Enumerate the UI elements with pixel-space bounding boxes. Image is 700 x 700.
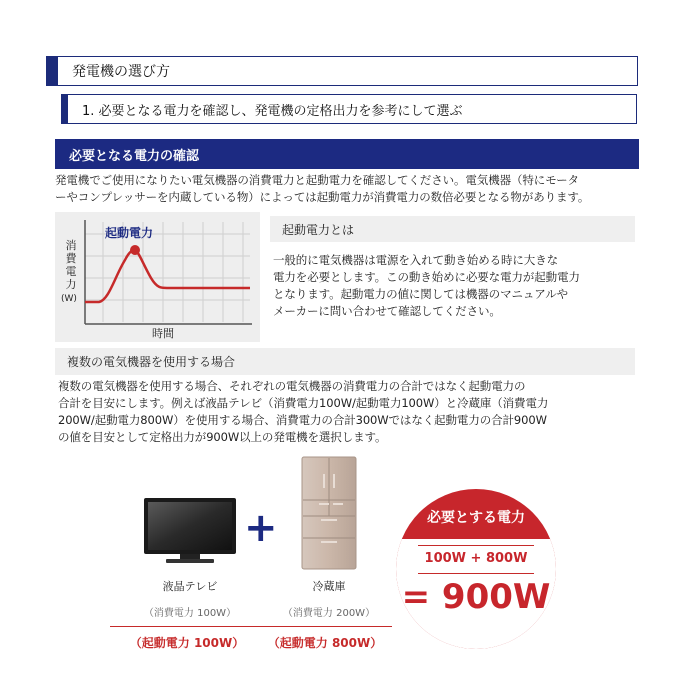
section-title: 発電機の選び方 xyxy=(72,64,170,80)
y-axis-char: 消 xyxy=(65,239,77,252)
multiple-line: 複数の電気機器を使用する場合、それぞれの電気機器の消費電力の合計ではなく起動電力の xyxy=(58,379,526,393)
y-axis-unit: (W) xyxy=(61,294,77,304)
power-curve xyxy=(85,250,250,302)
starting-power-paragraph xyxy=(273,252,643,320)
step-header xyxy=(61,94,637,124)
peak-label: 起動電力 xyxy=(105,226,154,240)
starting-power-line: 一般的に電気機器は電源を入れて動き始める時に大きな xyxy=(273,253,558,267)
total-power: = 900W xyxy=(401,577,551,617)
x-axis-label: 時間 xyxy=(152,327,174,340)
starting-power-line: 電力を必要とします。この動き始めに必要な電力が起動電力 xyxy=(273,270,580,284)
y-axis-label xyxy=(64,239,78,291)
intro-line: ーやコンプレッサーを内蔵している物）によっては起動電力が消費電力の数倍必要となる物があります。 xyxy=(55,190,590,204)
multiple-line: 合計を目安にします。例えば液晶テレビ（消費電力100W/起動電力100W）と冷蔵庫（消費電力 xyxy=(58,396,549,410)
tv-consumption: （消費電力 100W） xyxy=(143,608,237,619)
separator-line xyxy=(110,626,392,627)
required-power-title: 必要とする電力 xyxy=(427,510,525,526)
y-axis-char: 力 xyxy=(65,278,77,291)
step-title: 1. 必要となる電力を確認し、発電機の定格出力を参考にして選ぶ xyxy=(82,103,463,119)
multiple-devices-heading: 複数の電気機器を使用する場合 xyxy=(67,355,236,369)
starting-power-graph xyxy=(55,212,260,342)
starting-power-header xyxy=(270,216,635,242)
y-axis-char: 電 xyxy=(65,265,77,278)
graph-svg xyxy=(55,212,260,342)
starting-power-line: メーカーに問い合わせて確認してください。 xyxy=(273,304,501,318)
multiple-line: の値を目安として定格出力が900W以上の発電機を選択します。 xyxy=(58,430,387,444)
fridge-illustration xyxy=(301,456,357,570)
multiple-devices-paragraph xyxy=(58,378,648,446)
tv-illustration xyxy=(140,496,240,566)
multiple-devices-header xyxy=(55,348,635,375)
fridge-starting-power: （起動電力 800W） xyxy=(267,636,383,650)
starting-power-heading: 起動電力とは xyxy=(282,222,355,237)
starting-power-line: となります。起動電力の値に関しては機器のマニュアルや xyxy=(273,287,569,301)
formula-bottom-rule xyxy=(418,573,534,574)
formula-top-rule xyxy=(418,545,534,546)
plus-sign: + xyxy=(244,505,278,551)
refrigerator-icon xyxy=(301,456,357,570)
peak-dot xyxy=(130,245,140,255)
result-inner xyxy=(396,539,556,649)
power-check-heading: 必要となる電力の確認 xyxy=(69,148,200,164)
section-header xyxy=(46,56,638,86)
tv-starting-power: （起動電力 100W） xyxy=(129,636,245,650)
tv-name: 液晶テレビ xyxy=(162,580,218,593)
required-power-circle xyxy=(396,489,556,649)
intro-line: 発電機でご使用になりたい電気機器の消費電力と起動電力を確認してください。電気機器（特にモータ xyxy=(55,173,579,187)
fridge-name: 冷蔵庫 xyxy=(312,580,346,593)
tv-icon xyxy=(140,496,240,566)
y-axis-char: 費 xyxy=(65,252,77,265)
fridge-consumption: （消費電力 200W） xyxy=(282,608,376,619)
intro-paragraph xyxy=(55,172,655,206)
power-check-header xyxy=(55,139,639,169)
formula: 100W + 800W xyxy=(424,551,528,566)
multiple-line: 200W/起動電力800W）を使用する場合、消費電力の合計300Wではなく起動電力の合計900W xyxy=(58,413,547,427)
